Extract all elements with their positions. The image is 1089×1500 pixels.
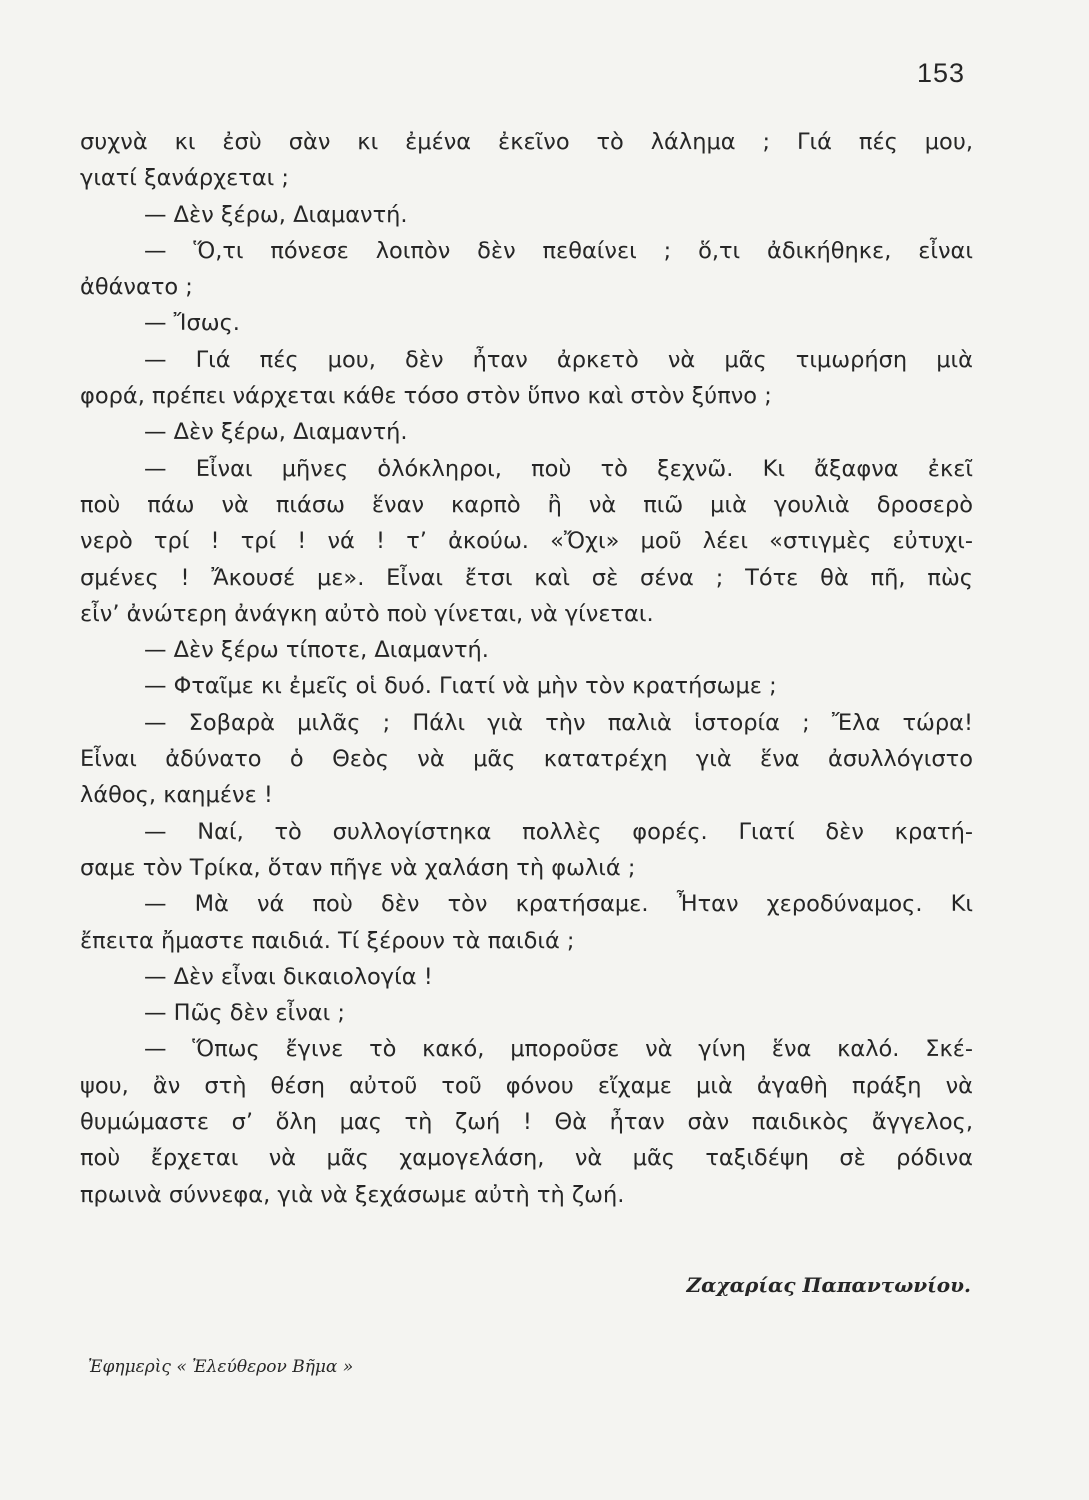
text-line: — Πῶς δὲν εἶναι ; (144, 1000, 345, 1027)
text-line: — Ἴσως. (144, 310, 240, 337)
text-line: εἶν’ ἀνώτερη ἀνάγκη αὐτὸ ποὺ γίνεται, νὰ γίνεται. (80, 600, 654, 627)
text-line: ἀθάνατο ; (80, 274, 193, 301)
text-line: — Δὲν ξέρω, Διαμαντή. (144, 419, 408, 446)
page-number: 153 (916, 58, 965, 88)
text-line: — Γιά πές μου, δὲν ἦταν ἀρκετὸ νὰ μᾶς τιμωρήση μιὰ (144, 346, 973, 373)
text-line: λάθος, καημένε ! (80, 782, 273, 809)
source-citation: Ἐφημερὶς « Ἐλεύθερον Βῆμα » (88, 1357, 354, 1377)
text-line: — Ὅπως ἔγινε τὸ κακό, μποροῦσε νὰ γίνη ἕνα καλό. Σκέ- (144, 1036, 973, 1063)
text-line: συχνὰ κι ἐσὺ σὰν κι ἐμένα ἐκεῖνο τὸ λάλημα ; Γιά πές μου, (80, 129, 973, 155)
text-line: — Δὲν εἶναι δικαιολογία ! (144, 963, 433, 990)
text-line: Εἶναι ἀδύνατο ὁ Θεὸς νὰ μᾶς κατατρέχη γιὰ ἕνα ἀσυλλόγιστο (80, 746, 973, 773)
text-line: — Σοβαρὰ μιλᾶς ; Πάλι γιὰ τὴν παλιὰ ἱστορία ; Ἔλα τώρα! (144, 709, 973, 736)
text-line: — Εἶναι μῆνες ὁλόκληροι, ποὺ τὸ ξεχνῶ. Κι ἄξαφνα ἐκεῖ (144, 455, 973, 482)
text-line: θυμώμαστε σ’ ὅλη μας τὴ ζωή ! Θὰ ἦταν σὰν παιδικὸς ἄγγελος, (80, 1109, 973, 1136)
text-line: — Δὲν ξέρω τίποτε, Διαμαντή. (144, 637, 489, 664)
text-line: — Δὲν ξέρω, Διαμαντή. (144, 201, 408, 228)
text-line: ποὺ πάω νὰ πιάσω ἕναν καρπὸ ἢ νὰ πιῶ μιὰ γουλιὰ δροσερὸ (80, 491, 973, 518)
body-text (80, 124, 973, 1213)
text-line: φορά, πρέπει νάρχεται κάθε τόσο στὸν ὕπνο καὶ στὸν ξύπνο ; (80, 383, 772, 410)
text-line: — Φταῖμε κι ἐμεῖς οἱ δυό. Γιατί νὰ μὴν τὸν κρατήσωμε ; (144, 673, 777, 700)
text-line: σμένες ! Ἄκουσέ με». Εἶναι ἔτσι καὶ σὲ σένα ; Τότε θὰ πῆ, πὼς (80, 564, 973, 591)
text-line: — Ναί, τὸ συλλογίστηκα πολλὲς φορές. Γιατί δὲν κρατή- (144, 818, 973, 845)
text-line: ψου, ἂν στὴ θέση αὐτοῦ τοῦ φόνου εἴχαμε μιὰ ἀγαθὴ πράξη νὰ (80, 1072, 973, 1099)
author-signature: Ζαχαρίας Παπαντωνίου. (686, 1273, 971, 1297)
text-line: νερὸ τρί ! τρί ! νά ! τ’ ἀκούω. «Ὄχι» μοῦ λέει «στιγμὲς εὐτυχι- (80, 528, 973, 555)
text-line: γιατί ξανάρχεται ; (80, 165, 290, 192)
text-line: πρωινὰ σύννεφα, γιὰ νὰ ξεχάσωμε αὐτὴ τὴ ζωή. (80, 1181, 625, 1208)
text-line: ἔπειτα ἤμαστε παιδιά. Τί ξέρουν τὰ παιδιά ; (80, 927, 575, 954)
text-line: ποὺ ἔρχεται νὰ μᾶς χαμογελάση, νὰ μᾶς ταξιδέψη σὲ ρόδινα (80, 1145, 973, 1172)
text-line: — Μὰ νά ποὺ δὲν τὸν κρατήσαμε. Ἦταν χεροδύναμος. Κι (144, 891, 973, 918)
text-line: σαμε τὸν Τρίκα, ὅταν πῆγε νὰ χαλάση τὴ φωλιά ; (80, 854, 636, 881)
text-line: — Ὅ,τι πόνεσε λοιπὸν δὲν πεθαίνει ; ὅ,τι ἀδικήθηκε, εἶναι (144, 237, 973, 264)
